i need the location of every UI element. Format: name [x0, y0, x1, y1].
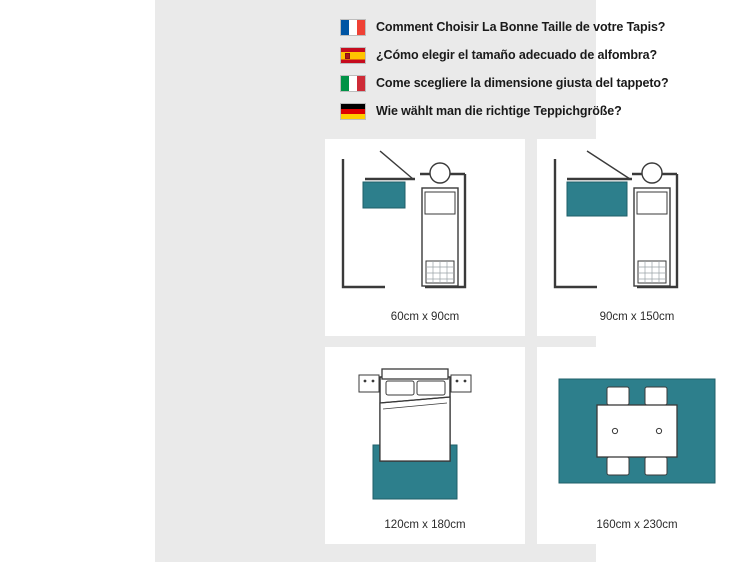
card-rug-60x90 [325, 139, 525, 336]
card-rug-90x150 [537, 139, 737, 336]
heading-row-spanish [340, 42, 740, 68]
rug-size-grid [325, 139, 737, 547]
caption-rug-90x150: 90cm x 150cm [599, 311, 675, 323]
figure-dining-table [537, 347, 737, 513]
flag-spain-icon [340, 47, 366, 64]
caption-rug-60x90: 60cm x 90cm [390, 311, 460, 323]
figure-bedside-small [325, 139, 525, 305]
card-rug-160x230 [537, 347, 737, 544]
heading-row-german [340, 98, 740, 124]
flag-germany-icon [340, 103, 366, 120]
card-rug-120x180 [325, 347, 525, 544]
caption-rug-160x230: 160cm x 230cm [596, 519, 678, 531]
heading-row-french [340, 14, 740, 40]
heading-row-italian [340, 70, 740, 96]
heading-text-german: Wie wählt man die richtige Teppichgröße? [376, 104, 622, 118]
flag-france-icon [340, 19, 366, 36]
figure-bedside-large [537, 139, 737, 305]
heading-text-italian: Come scegliere la dimensione giusta del tappeto? [376, 76, 669, 90]
figure-bed-foot [325, 347, 525, 513]
infographic-sheet [155, 0, 678, 562]
flag-italy-icon [340, 75, 366, 92]
heading-text-french: Comment Choisir La Bonne Taille de votre Tapis? [376, 20, 666, 34]
caption-rug-120x180: 120cm x 180cm [384, 519, 466, 531]
headings-block [340, 14, 740, 126]
heading-text-spanish: ¿Cómo elegir el tamaño adecuado de alfombra? [376, 48, 658, 62]
